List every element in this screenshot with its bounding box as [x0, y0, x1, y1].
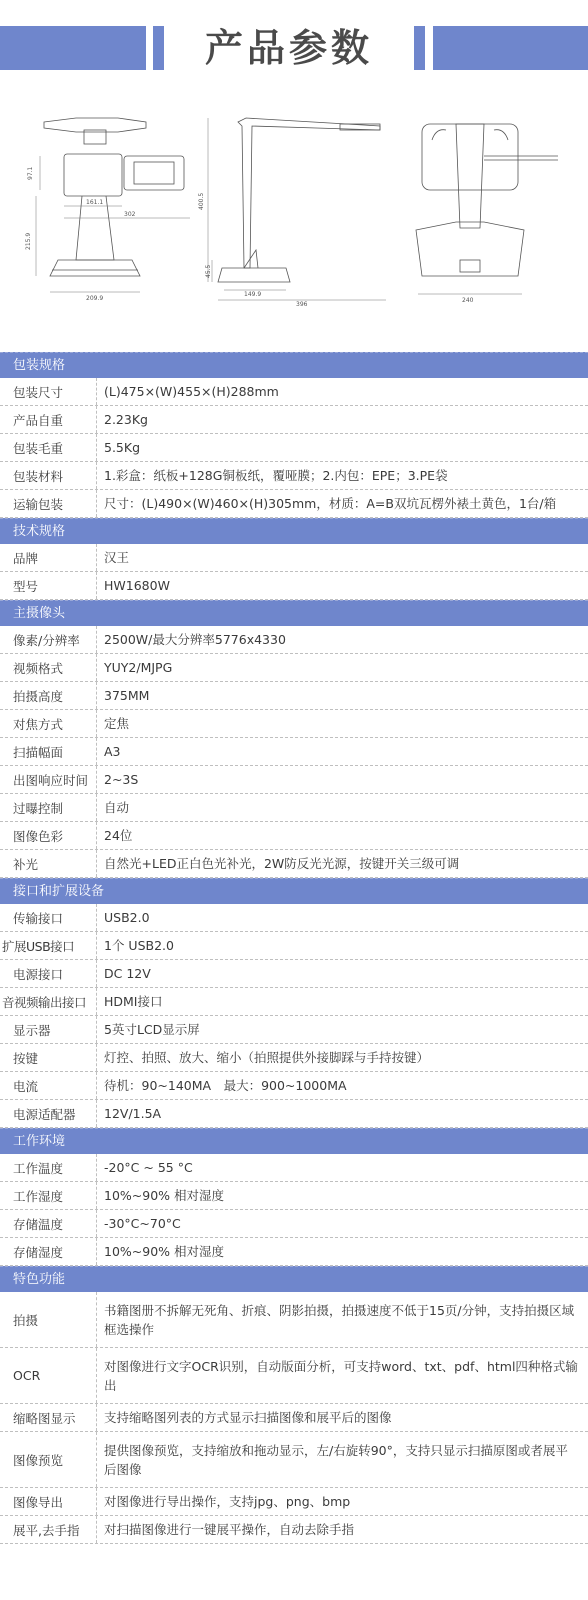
spec-value: HW1680W [104, 578, 170, 593]
spec-label: 扩展USB接口 [0, 932, 97, 959]
spec-label: 工作湿度 [0, 1182, 97, 1209]
spec-value: 对图像进行导出操作，支持jpg、png、bmp [104, 1494, 351, 1509]
spec-value: 10%~90% 相对湿度 [104, 1244, 225, 1259]
spec-value: USB2.0 [104, 910, 150, 925]
product-dimension-drawings [0, 100, 588, 332]
spec-row [0, 682, 588, 710]
spec-label: 补光 [0, 850, 97, 877]
spec-value: 支持缩略图列表的方式显示扫描图像和展平后的图像 [104, 1410, 392, 1425]
back-view-drawing [416, 124, 558, 276]
spec-row [0, 960, 588, 988]
page-header [0, 0, 588, 90]
spec-row [0, 1488, 588, 1516]
spec-value: 书籍图册不拆解无死角、折痕、阴影拍摄，拍摄速度不低于15页/分钟，支持拍摄区域框选操作 [104, 1302, 575, 1337]
spec-row [0, 904, 588, 932]
dimension-label: 302 [124, 211, 136, 218]
spec-label: 型号 [0, 572, 97, 599]
side-view-drawing [218, 118, 380, 282]
spec-label: 展平,去手指 [0, 1516, 97, 1543]
spec-value: 对扫描图像进行一键展平操作，自动去除手指 [104, 1522, 355, 1537]
spec-row [0, 572, 588, 600]
spec-label: 电流 [0, 1072, 97, 1099]
spec-row [0, 544, 588, 572]
spec-label: 包装毛重 [0, 434, 97, 461]
spec-label: 包装尺寸 [0, 378, 97, 405]
spec-value: 自动 [104, 800, 130, 815]
dimension-label: 45.5 [205, 264, 212, 278]
dimension-label: 400.5 [198, 192, 205, 210]
spec-label: 拍摄高度 [0, 682, 97, 709]
section-header: 特色功能 [0, 1266, 588, 1292]
spec-label: 按键 [0, 1044, 97, 1071]
spec-value: 灯控、拍照、放大、缩小（拍照提供外接脚踩与手持按键） [104, 1050, 430, 1065]
dimension-label: 149.9 [244, 291, 262, 298]
spec-row [0, 462, 588, 490]
spec-label: 视频格式 [0, 654, 97, 681]
spec-row [0, 932, 588, 960]
spec-value: 对图像进行文字OCR识别，自动版面分析，可支持word、txt、pdf、html四种格式输出 [104, 1358, 578, 1393]
spec-value: 定焦 [104, 716, 130, 731]
header-bar-left-accent [153, 26, 164, 70]
section-header: 接口和扩展设备 [0, 878, 588, 904]
header-bar-right-accent [414, 26, 425, 70]
spec-row [0, 766, 588, 794]
spec-row [0, 710, 588, 738]
spec-row [0, 490, 588, 518]
dimension-label: 240 [462, 297, 474, 304]
spec-label: 拍摄 [0, 1292, 97, 1347]
spec-row [0, 378, 588, 406]
spec-label: 存储温度 [0, 1210, 97, 1237]
spec-label: 扫描幅面 [0, 738, 97, 765]
spec-label: 存储湿度 [0, 1238, 97, 1265]
section-header: 工作环境 [0, 1128, 588, 1154]
spec-label: 电源适配器 [0, 1100, 97, 1127]
spec-value: -30°C~70°C [104, 1216, 181, 1231]
spec-label: 显示器 [0, 1016, 97, 1043]
spec-label: 图像导出 [0, 1488, 97, 1515]
spec-value: 待机：90~140MA 最大：900~1000MA [104, 1078, 347, 1093]
spec-value: 提供图像预览，支持缩放和拖动显示，左/右旋转90°，支持只显示扫描原图或者展平后图像 [104, 1442, 568, 1477]
section-header: 技术规格 [0, 518, 588, 544]
spec-row [0, 1072, 588, 1100]
spec-row [0, 822, 588, 850]
header-bar-right [433, 26, 588, 70]
spec-label: 音视频输出接口 [0, 988, 97, 1015]
spec-label: 缩略图显示 [0, 1404, 97, 1431]
spec-value: 12V/1.5A [104, 1106, 162, 1121]
spec-value: HDMI接口 [104, 994, 163, 1009]
spec-row [0, 1238, 588, 1266]
spec-table [0, 352, 588, 1544]
dimension-label: 161.1 [86, 199, 104, 206]
spec-value: 汉王 [104, 550, 130, 565]
spec-label: 品牌 [0, 544, 97, 571]
section-header: 主摄像头 [0, 600, 588, 626]
page-title: 产品参数 [204, 26, 373, 70]
spec-row [0, 406, 588, 434]
spec-row [0, 1292, 588, 1348]
spec-label: 传输接口 [0, 904, 97, 931]
spec-row [0, 1044, 588, 1072]
spec-label: 包装材料 [0, 462, 97, 489]
spec-value: A3 [104, 744, 121, 759]
spec-value: (L)475×(W)455×(H)288mm [104, 384, 279, 399]
spec-row [0, 1516, 588, 1544]
spec-value: DC 12V [104, 966, 151, 981]
spec-label: 工作温度 [0, 1154, 97, 1181]
spec-label: 运输包装 [0, 490, 97, 517]
dimension-label: 396 [296, 301, 308, 308]
spec-label: 过曝控制 [0, 794, 97, 821]
spec-row [0, 1348, 588, 1404]
dimension-label: 97.1 [27, 166, 34, 180]
spec-row [0, 654, 588, 682]
spec-value: 2.23Kg [104, 412, 148, 427]
spec-value: 自然光+LED正白色光补光，2W防反光光源，按键开关三级可调 [104, 856, 460, 871]
spec-row [0, 1016, 588, 1044]
header-bar-left [0, 26, 146, 70]
spec-label: 像素/分辨率 [0, 626, 97, 653]
front-view-dimension-lines [36, 156, 190, 292]
side-view-dimension-lines [208, 118, 386, 300]
spec-label: 电源接口 [0, 960, 97, 987]
section-header: 包装规格 [0, 352, 588, 378]
spec-value: 1个 USB2.0 [104, 938, 174, 953]
spec-value: 5英寸LCD显示屏 [104, 1022, 200, 1037]
spec-label: 产品自重 [0, 406, 97, 433]
spec-value: 2~3S [104, 772, 139, 787]
spec-value: 2500W/最大分辨率5776x4330 [104, 632, 286, 647]
spec-label: 图像色彩 [0, 822, 97, 849]
spec-value: -20°C ~ 55 °C [104, 1160, 193, 1175]
spec-row [0, 1100, 588, 1128]
spec-row [0, 434, 588, 462]
spec-row [0, 738, 588, 766]
spec-row [0, 1154, 588, 1182]
spec-value: 尺寸：(L)490×(W)460×(H)305mm，材质：A=B双坑瓦楞外裱土黄色，1台/箱 [104, 496, 557, 511]
spec-row [0, 794, 588, 822]
spec-row [0, 850, 588, 878]
spec-value: 1.彩盒：纸板+128G铜板纸，覆哑膜；2.内包：EPE；3.PE袋 [104, 468, 448, 483]
spec-value: 5.5Kg [104, 440, 141, 455]
spec-value: 24位 [104, 828, 133, 843]
spec-value: YUY2/MJPG [104, 660, 173, 675]
dimension-label: 215.9 [25, 232, 32, 250]
spec-label: 对焦方式 [0, 710, 97, 737]
spec-value: 10%~90% 相对湿度 [104, 1188, 225, 1203]
spec-row [0, 1182, 588, 1210]
spec-label: 图像预览 [0, 1432, 97, 1487]
spec-row [0, 1432, 588, 1488]
spec-label: 出图响应时间 [0, 766, 97, 793]
front-view-drawing [44, 118, 184, 276]
spec-row [0, 1404, 588, 1432]
spec-row [0, 626, 588, 654]
spec-row [0, 988, 588, 1016]
spec-label: OCR [0, 1348, 97, 1403]
dimension-label: 209.9 [86, 295, 104, 302]
spec-value: 375MM [104, 688, 150, 703]
spec-row [0, 1210, 588, 1238]
dimension-drawing-svg [0, 100, 588, 332]
